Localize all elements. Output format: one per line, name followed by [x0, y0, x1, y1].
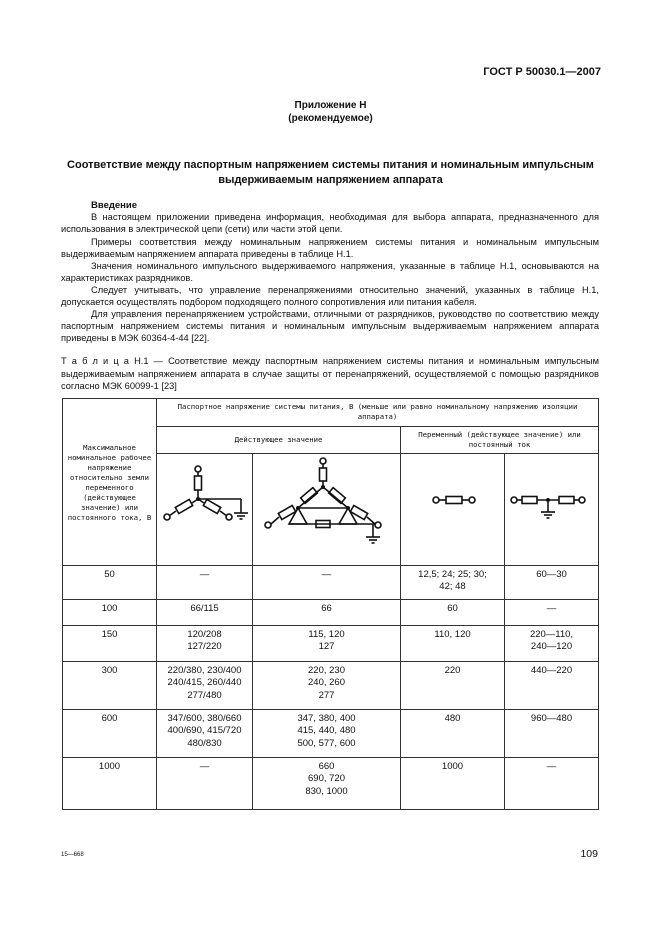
intro-paragraph-1: В настоящем приложении приведена информация, необходимая для выбора аппарата, предназначенного для использования в электрической цепи (сети) или части этой цепи. [61, 212, 599, 234]
table-row [63, 599, 599, 625]
table-cell: 660 690, 720 830, 1000 [253, 757, 401, 809]
table-cell: 220, 230 240, 260 277 [253, 661, 401, 709]
col-header-max-voltage: Максимальное номинальное рабочее напряжение относительно земли переменного (действующее значение) или постоянного тока, В [63, 399, 157, 566]
table-cell: 1000 [63, 757, 157, 809]
table-cell: 110, 120 [401, 625, 505, 661]
table-cell: 480 [401, 709, 505, 757]
table-cell: 440—220 [505, 661, 599, 709]
table-cell: — [157, 757, 253, 809]
table-cell: 220—110, 240—120 [505, 625, 599, 661]
two-wire-midpoint-earthed-icon [505, 454, 599, 566]
main-title-line1: Соответствие между паспортным напряжением системы питания и номинальным импульсным [67, 159, 594, 171]
table-cell: — [505, 599, 599, 625]
table-row [63, 625, 599, 661]
table-row [63, 565, 599, 599]
table-cell: 300 [63, 661, 157, 709]
table-cell: 66 [253, 599, 401, 625]
subheader-ac-dc: Переменный (действующее значение) или постоянный ток [401, 427, 599, 454]
page-number: 109 [580, 848, 598, 860]
intro-heading: Введение [91, 200, 138, 211]
standard-header: ГОСТ Р 50030.1—2007 [483, 66, 601, 78]
intro-paragraph-4: Следует учитывать, что управление перенапряжениями относительно значений, указанных в таблице Н.1, допускается осуществлять подбором подходящего полного сопротивления или питания кабеля. [61, 285, 599, 307]
voltage-table [62, 398, 599, 810]
intro-paragraph-3: Значения номинального импульсного выдерживаемого напряжения, указанные в таблице Н.1, основываются на характеристиках разрядников. [61, 261, 599, 283]
appendix-title: Приложение Н [294, 100, 367, 111]
table-cell: 100 [63, 599, 157, 625]
three-phase-delta-earthed-icon [253, 454, 401, 566]
table-cell: 960—480 [505, 709, 599, 757]
main-title-line2: выдерживаемым напряжением аппарата [218, 174, 443, 186]
table-row [63, 661, 599, 709]
table-cell: 600 [63, 709, 157, 757]
intro-paragraph-5: Для управления перенапряжением устройствами, отличными от разрядников, руководство по соответствию между паспортным напряжением системы питания и номинальным импульсным выдерживаемым напряжением аппарата приведены в МЭК 60364-4-44 [22]. [61, 309, 599, 343]
subheader-ac: Действующее значение [157, 427, 401, 454]
col-group-header: Паспортное напряжение системы питания, В (меньше или равно номинальному напряжению изоляции аппарата) [157, 399, 599, 427]
table-cell: 60 [401, 599, 505, 625]
table-cell: 120/208 127/220 [157, 625, 253, 661]
table-cell: 12,5; 24; 25; 30; 42; 48 [401, 565, 505, 599]
table-cell: 66/115 [157, 599, 253, 625]
table-cell: 60—30 [505, 565, 599, 599]
appendix-subtitle: (рекомендуемое) [288, 113, 373, 124]
three-phase-star-earthed-icon [157, 454, 253, 566]
table-cell: — [505, 757, 599, 809]
table-cell: 1000 [401, 757, 505, 809]
table-cell: 220 [401, 661, 505, 709]
table-caption: Т а б л и ц а Н.1 — Соответствие между паспортным напряжением системы питания и номинальным импульсным выдерживаемым напряжением аппарата в случае защиты от перенапряжений, осуществляемой с помощью разрядников согласно МЭК 60099-1 [23] [61, 356, 599, 391]
table-cell: 220/380, 230/400 240/415, 260/440 277/480 [157, 661, 253, 709]
table-cell: 347/600, 380/660 400/690, 415/720 480/830 [157, 709, 253, 757]
single-phase-line-icon [401, 454, 505, 566]
table-cell: 115, 120 127 [253, 625, 401, 661]
table-cell: — [253, 565, 401, 599]
table-cell: 150 [63, 625, 157, 661]
intro-paragraph-2: Примеры соответствия между номинальным напряжением системы питания и номинальным импульсным выдерживаемым напряжением аппарата приведены в таблице Н.1. [61, 237, 599, 259]
table-row [63, 757, 599, 809]
table-row [63, 709, 599, 757]
print-code: 15—668 [61, 852, 84, 858]
table-cell: 50 [63, 565, 157, 599]
table-cell: 347, 380, 400 415, 440, 480 500, 577, 600 [253, 709, 401, 757]
table-cell: — [157, 565, 253, 599]
